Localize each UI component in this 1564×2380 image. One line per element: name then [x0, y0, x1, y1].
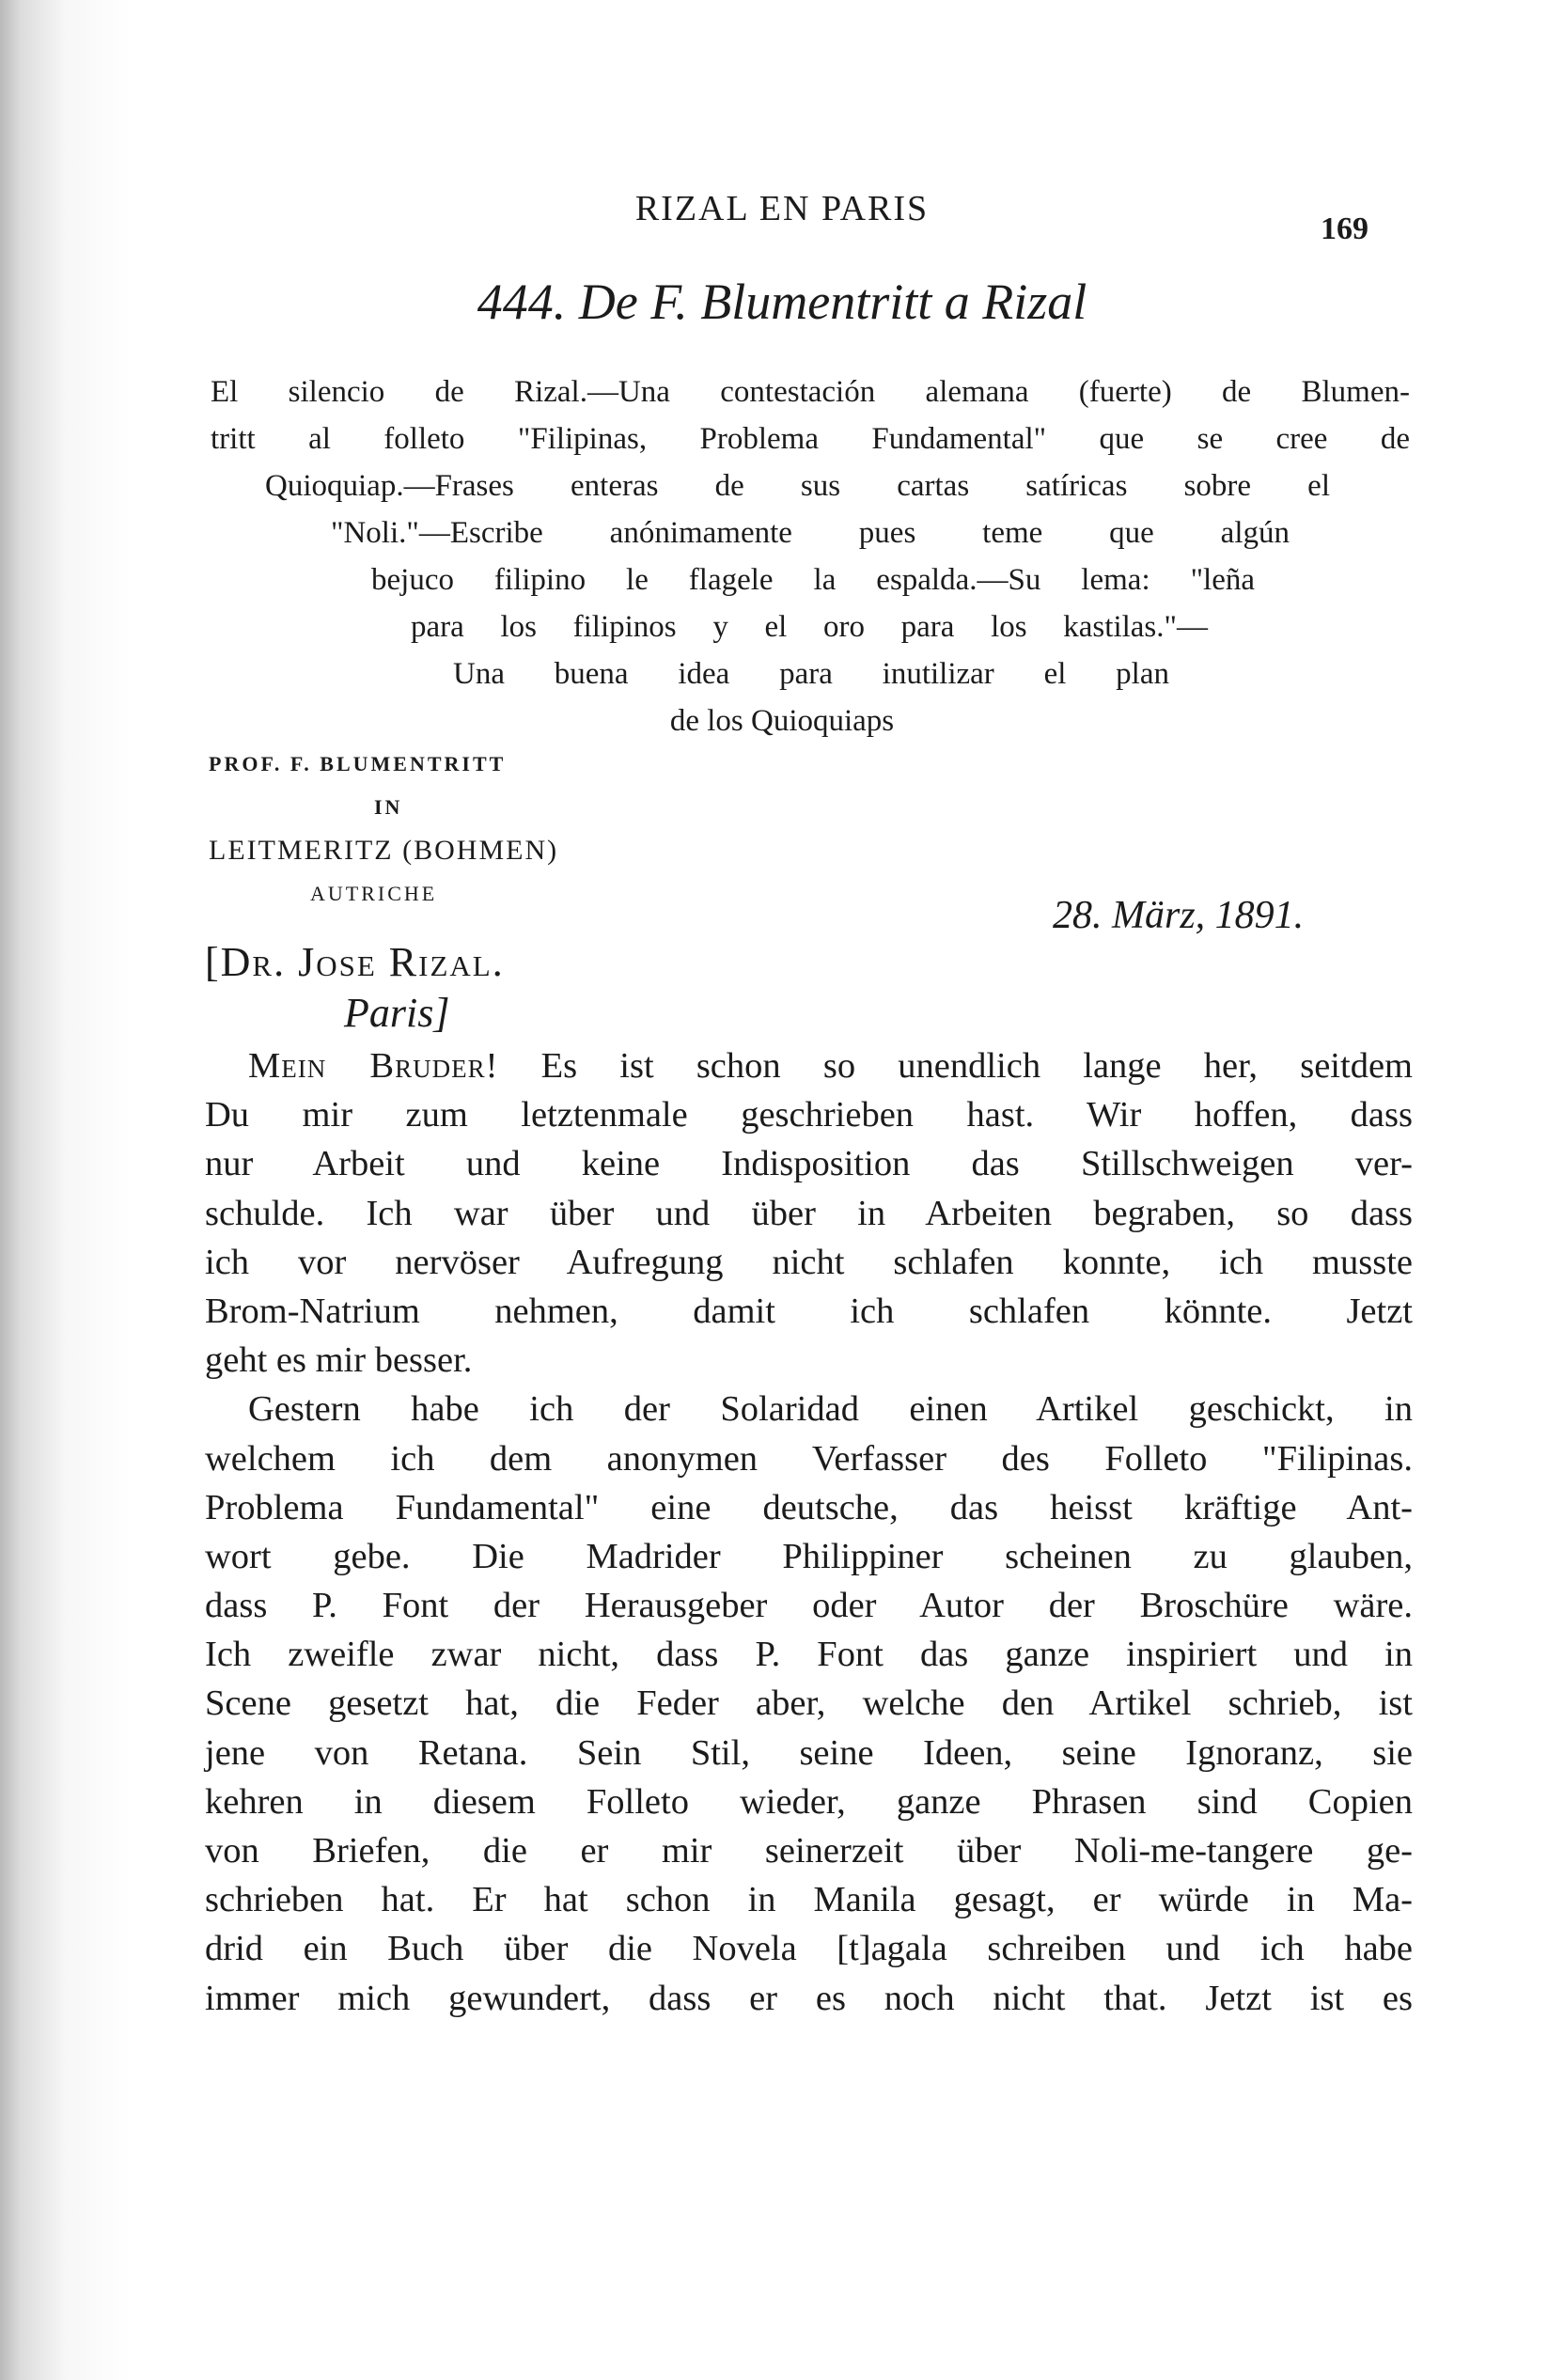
- summary-line: de los Quioquiaps: [669, 704, 895, 738]
- paragraph-line: schulde. Ich war über und über in Arbeiten begraben, so dass: [205, 1193, 1413, 1233]
- paragraph-line: immer mich gewundert, dass er es noch nicht that. Jetzt ist es: [205, 1978, 1413, 2018]
- letter-title: 444. De F. Blumentritt a Rizal: [477, 274, 1087, 330]
- paragraph-line: ich vor nervöser Aufregung nicht schlafen konnte, ich musste: [205, 1242, 1413, 1282]
- paragraph-line: Brom-Natrium nehmen, damit ich schlafen könnte. Jetzt: [205, 1291, 1413, 1331]
- paragraph-line: Scene gesetzt hat, die Feder aber, welche den Artikel schrieb, ist: [205, 1683, 1413, 1724]
- sender-country: AUTRICHE: [310, 882, 438, 905]
- paragraph-line: von Briefen, die er mir seinerzeit über Noli-me-tangere ge-: [205, 1831, 1413, 1871]
- sender-name: PROF. F. BLUMENTRITT: [209, 752, 507, 775]
- letter-body: [205, 1041, 1413, 2023]
- paragraph-line: dass P. Font der Herausgeber oder Autor der Broschüre wäre.: [205, 1586, 1413, 1626]
- summary-line: bejuco filipino le flagele la espalda.—Su lema: "leña: [371, 563, 1255, 597]
- summary-line: para los filipinos y el oro para los kastilas."—: [411, 610, 1208, 644]
- paragraph-line: Gestern habe ich der Solaridad einen Artikel geschickt, in: [248, 1389, 1413, 1430]
- running-head: RIZAL EN PARIS: [634, 189, 930, 228]
- summary-line: "Noli."—Escribe anónimamente pues teme que algún: [331, 516, 1290, 550]
- paragraph-line: drid ein Buch über die Novela [t]agala schreiben und ich habe: [205, 1929, 1413, 1969]
- paragraph-line: Du mir zum letztenmale geschrieben hast. Wir hoffen, dass: [205, 1095, 1413, 1135]
- sender-city: LEITMERITZ (BOHMEN): [209, 835, 559, 866]
- recipient-city: Paris]: [344, 990, 450, 1036]
- paragraph-line: nur Arbeit und keine Indisposition das Stillschweigen ver-: [205, 1144, 1413, 1184]
- paragraph-line: schrieben hat. Er hat schon in Manila gesagt, er würde in Ma-: [205, 1880, 1413, 1920]
- paragraph-line: Problema Fundamental" eine deutsche, das heisst kräftige Ant-: [205, 1487, 1413, 1527]
- salutation: Mein Bruder!: [248, 1046, 499, 1086]
- summary-line: El silencio de Rizal.—Una contestación alemana (fuerte) de Blumen-: [211, 375, 1410, 409]
- paragraph-line: welchem ich dem anonymen Verfasser des Folleto "Filipinas.: [205, 1438, 1413, 1479]
- summary-line: Quioquiap.—Frases enteras de sus cartas satíricas sobre el: [265, 469, 1330, 503]
- summary-line: Una buena idea para inutilizar el plan: [453, 657, 1169, 691]
- page-number: 169: [1321, 211, 1368, 246]
- paragraph-line: wort gebe. Die Madrider Philippiner scheinen zu glauben,: [205, 1536, 1413, 1576]
- sender-in: IN: [374, 795, 403, 819]
- paragraph-line: kehren in diesem Folleto wieder, ganze Phrasen sind Copien: [205, 1781, 1413, 1822]
- letter-date: 28. März, 1891.: [1053, 894, 1305, 937]
- paragraph-line: Mein Bruder! Es ist schon so unendlich lange her, seitdem: [248, 1046, 1413, 1086]
- paragraph-line: geht es mir besser.: [205, 1340, 473, 1381]
- paragraph-line: Ich zweifle zwar nicht, dass P. Font das ganze inspiriert und in: [205, 1635, 1413, 1675]
- recipient-name: [Dr. Jose Rizal.: [205, 939, 505, 985]
- paragraph-line: jene von Retana. Sein Stil, seine Ideen, seine Ignoranz, sie: [205, 1732, 1413, 1773]
- summary-line: tritt al folleto "Filipinas, Problema Fundamental" que se cree de: [211, 422, 1410, 456]
